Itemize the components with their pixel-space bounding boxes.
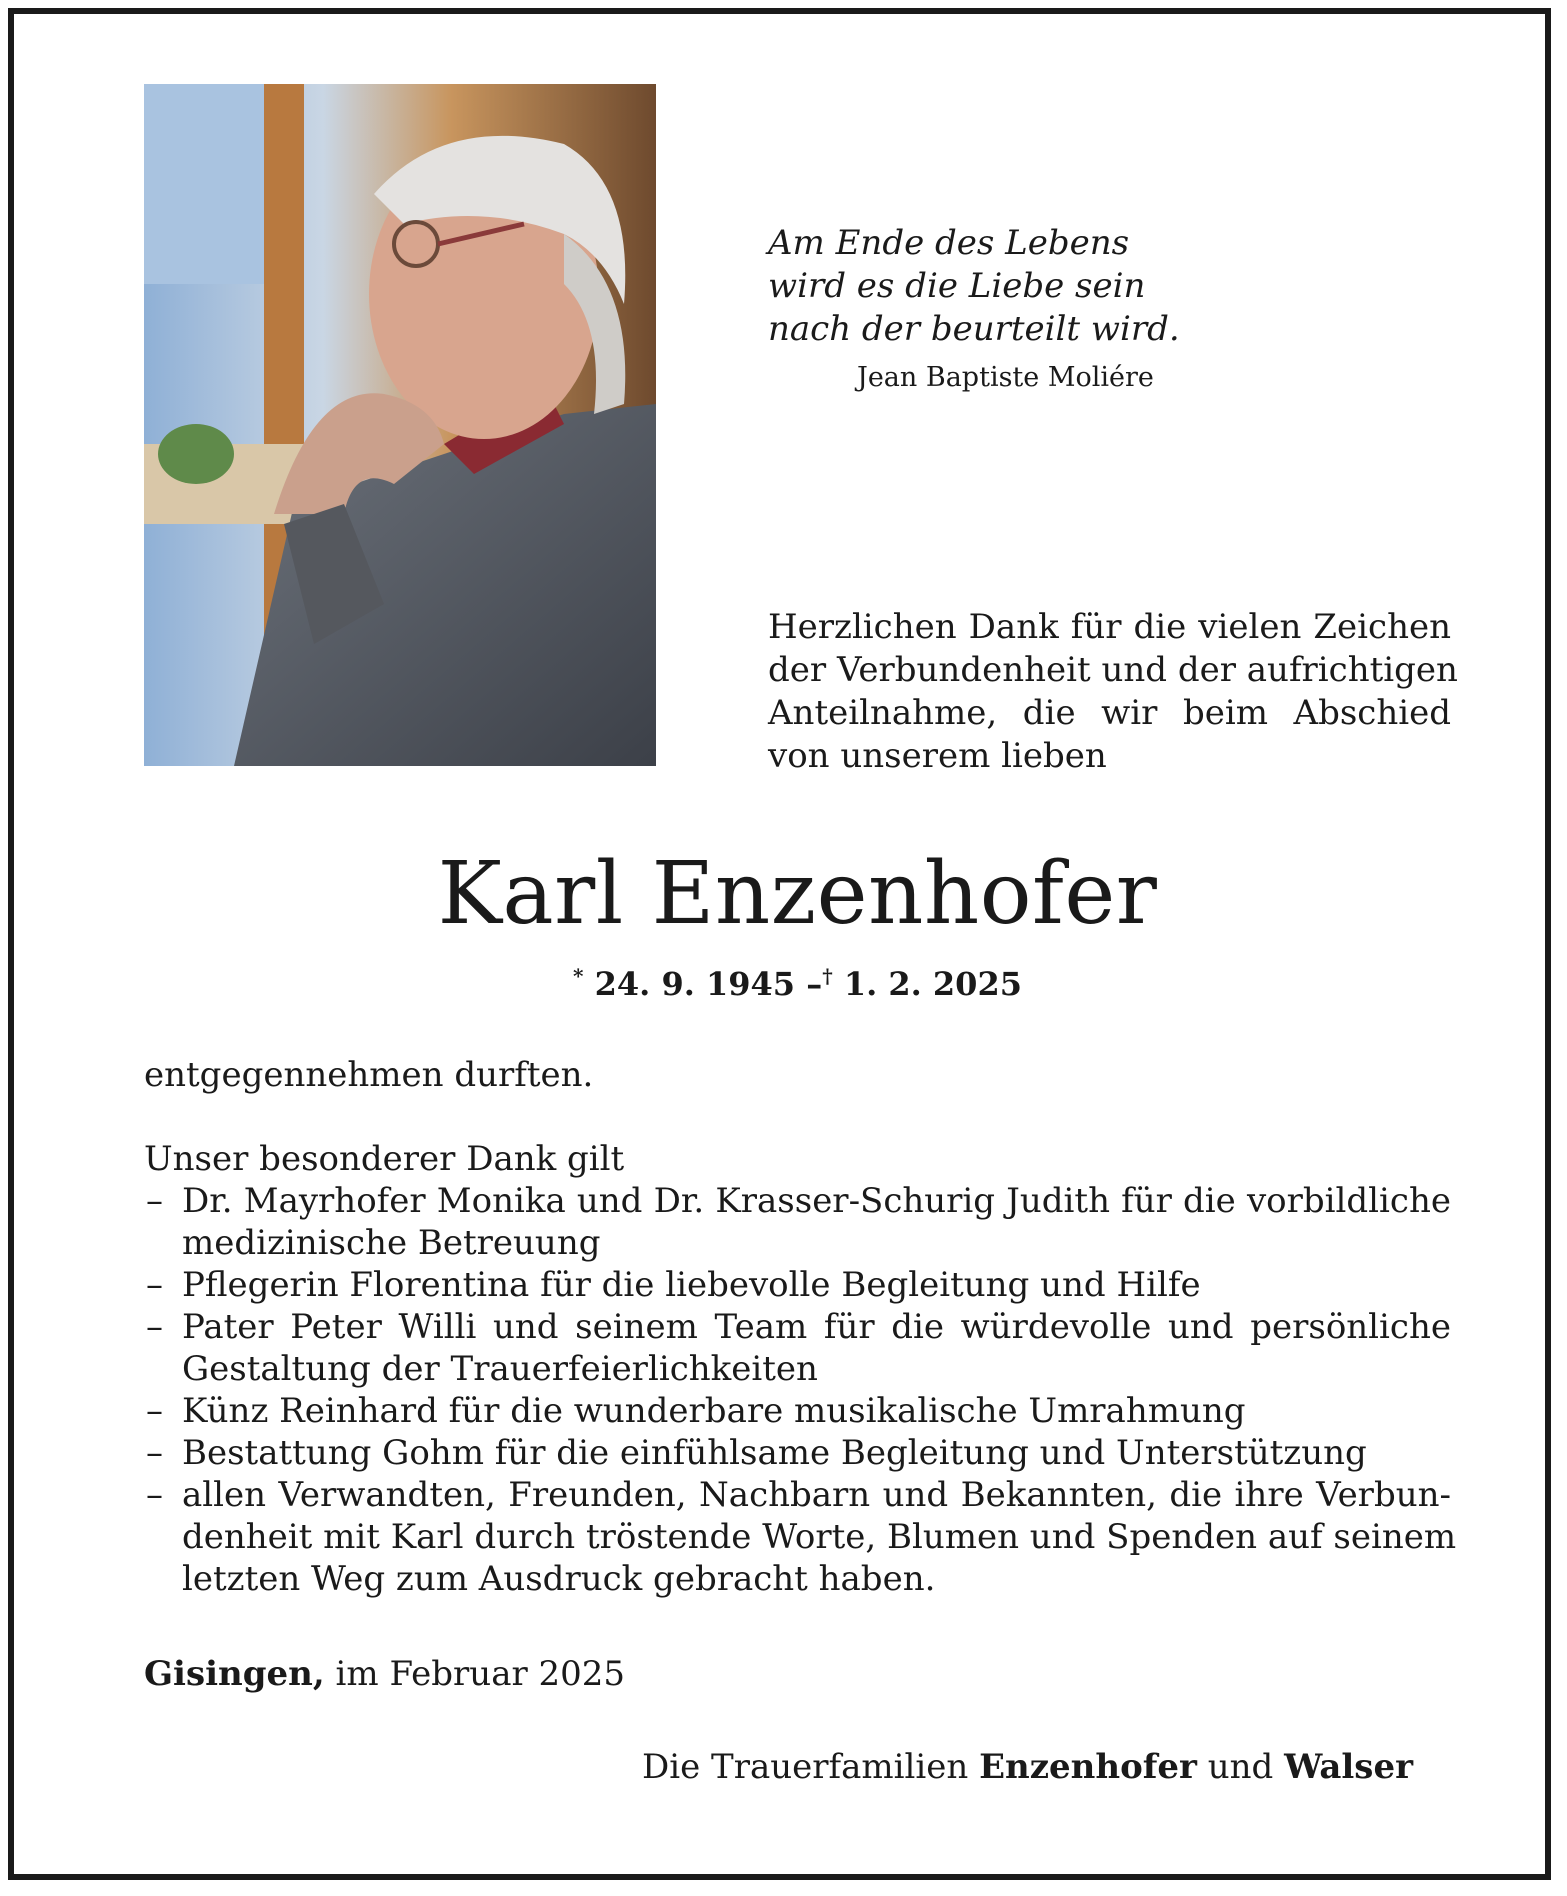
- thanks-line: Anteilnahme, die wir beim Abschied: [768, 693, 1451, 733]
- list-item-text: [182, 1306, 1451, 1390]
- list-dash: –: [146, 1391, 163, 1431]
- portrait-photo: [144, 84, 656, 766]
- list-item-line: denheit mit Karl durch tröstende Worte, Blumen und Spenden auf seinem: [182, 1517, 1457, 1557]
- death-symbol: †: [822, 964, 833, 988]
- list-item-line: Künz Reinhard für die wunderbare musikalische Umrahmung: [182, 1391, 1246, 1431]
- quote: [768, 222, 1208, 351]
- thanks-line: der Verbundenheit und der aufrichtigen: [768, 650, 1458, 690]
- quote-author: Jean Baptiste Moliére: [857, 362, 1154, 393]
- list-item-text: [182, 1390, 1451, 1432]
- list-dash: –: [146, 1181, 163, 1221]
- thanks-line: Herzlichen Dank für die vielen Zeichen: [768, 607, 1451, 647]
- quote-line: Am Ende des Lebens: [768, 223, 1130, 263]
- list-item-line: letzten Weg zum Ausdruck gebracht haben.: [182, 1559, 936, 1599]
- list-item-line: Bestattung Gohm für die einfühlsame Begleitung und Unterstützung: [182, 1433, 1367, 1473]
- thanks-list-item: [144, 1306, 1451, 1390]
- thanks-list-item: [144, 1432, 1451, 1474]
- date-separator: –: [806, 965, 823, 1003]
- quote-line: nach der beurteilt wird.: [768, 309, 1180, 349]
- thanks-line: von unserem lieben: [768, 736, 1107, 776]
- list-dash: –: [146, 1265, 163, 1305]
- deceased-name: Karl Enzenhofer: [437, 844, 1158, 944]
- continuation-text: entgegennehmen durften.: [144, 1055, 594, 1095]
- place-town: Gisingen,: [144, 1654, 325, 1694]
- thanks-list-item: [144, 1474, 1457, 1600]
- list-item-text: [182, 1432, 1451, 1474]
- birth-date: 24. 9. 1945: [594, 965, 796, 1003]
- list-item-line: Pflegerin Florentina für die liebevolle Begleitung und Hilfe: [182, 1265, 1201, 1305]
- death-date: 1. 2. 2025: [843, 965, 1022, 1003]
- thanks-list-item: [144, 1180, 1451, 1264]
- list-item-line: Dr. Mayrhofer Monika und Dr. Krasser-Schurig Judith für die vorbildliche: [182, 1181, 1451, 1221]
- list-dash: –: [146, 1307, 163, 1347]
- list-item-line: Pater Peter Willi und seinem Team für die würdevolle und persönliche: [182, 1307, 1451, 1347]
- birth-symbol: *: [573, 964, 584, 988]
- thanks-list: [144, 1180, 1457, 1600]
- list-item-text: [182, 1474, 1457, 1600]
- list-item-line: allen Verwandten, Freunden, Nachbarn und Bekannten, die ihre Verbun-: [182, 1475, 1451, 1515]
- list-item-text: [182, 1180, 1451, 1264]
- thanks-list-item: [144, 1390, 1451, 1432]
- signature-family-1: Enzenhofer: [979, 1747, 1197, 1787]
- place-date: [144, 1654, 625, 1694]
- thanks-paragraph: [768, 606, 1458, 778]
- list-dash: –: [146, 1433, 163, 1473]
- signature-prefix: Die Trauerfamilien: [641, 1747, 969, 1787]
- signature: [642, 1747, 1413, 1787]
- signature-conj: und: [1207, 1747, 1274, 1787]
- list-item-line: Gestaltung der Trauerfeierlichkeiten: [182, 1349, 818, 1389]
- list-item-text: [182, 1264, 1451, 1306]
- list-item-line: medizinische Betreuung: [182, 1223, 601, 1263]
- thanks-list-item: [144, 1264, 1451, 1306]
- signature-family-2: Walser: [1284, 1747, 1413, 1787]
- quote-line: wird es die Liebe sein: [768, 266, 1146, 306]
- list-dash: –: [146, 1475, 163, 1515]
- life-dates: [14, 964, 1567, 1003]
- notice-frame: [8, 8, 1551, 1880]
- body-text: [144, 1054, 1457, 1600]
- thanks-intro: Unser besonderer Dank gilt: [144, 1139, 625, 1179]
- place-date-text: im Februar 2025: [335, 1654, 626, 1694]
